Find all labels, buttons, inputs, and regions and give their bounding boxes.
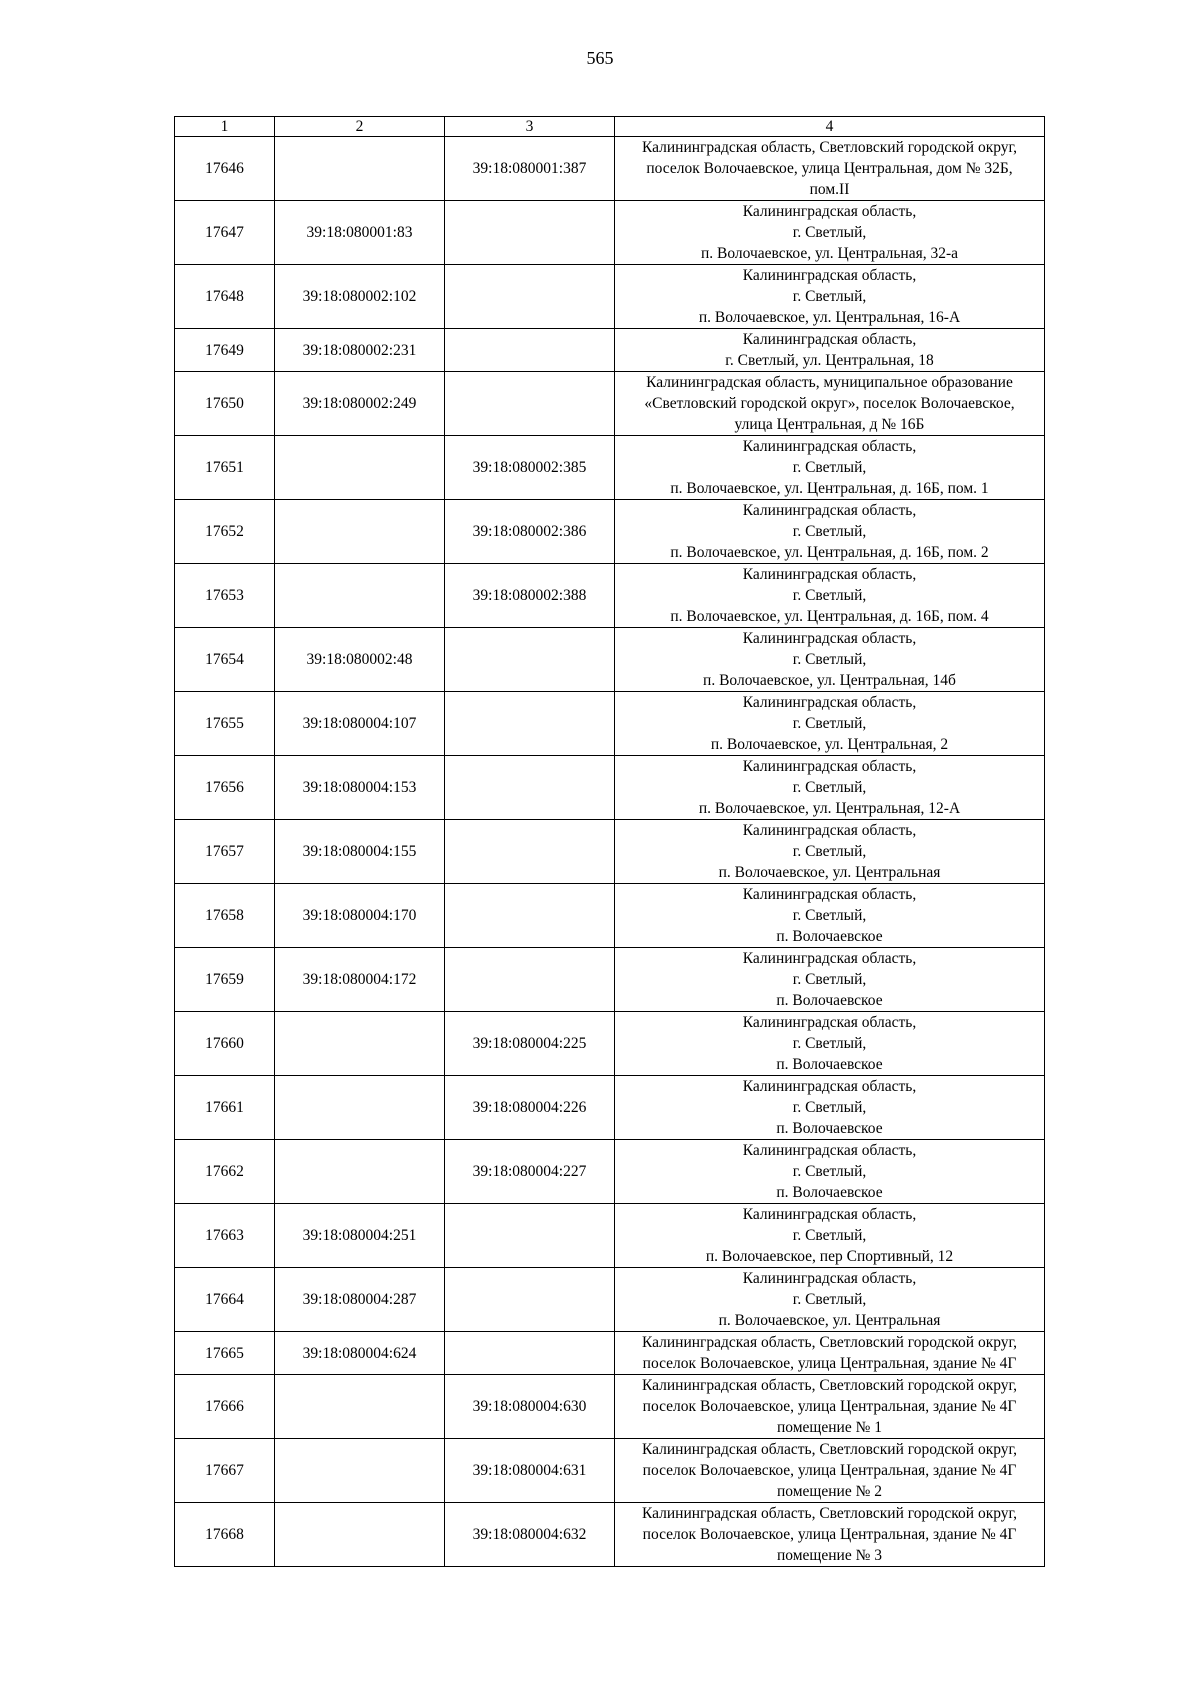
- row-number-cell: 17660: [175, 1012, 275, 1076]
- registry-table-body: [175, 117, 1045, 1567]
- premises-cadastral-number-cell: [445, 1332, 615, 1375]
- address-cell: [615, 329, 1045, 372]
- address-cell: [615, 1268, 1045, 1332]
- premises-cadastral-number-cell: [445, 692, 615, 756]
- address-line: г. Светлый,: [792, 523, 867, 540]
- address-line: помещение № 2: [776, 1483, 882, 1500]
- address-line: п. Волочаевское, ул. Центральная, 2: [710, 736, 949, 753]
- cadastral-number-cell: [275, 1140, 445, 1204]
- cadastral-number-cell: 39:18:080004:107: [275, 692, 445, 756]
- table-row: [175, 564, 1045, 628]
- address-cell: [615, 1503, 1045, 1567]
- premises-cadastral-number-cell: [445, 201, 615, 265]
- address-line: п. Волочаевское, пер Спортивный, 12: [705, 1248, 954, 1265]
- address-cell: [615, 137, 1045, 201]
- address-line: Калининградская область,: [742, 1078, 917, 1095]
- premises-cadastral-number-cell: 39:18:080004:630: [445, 1375, 615, 1439]
- address-line: «Светловский городской округ», поселок Волочаевское,: [644, 395, 1015, 412]
- table-row: [175, 372, 1045, 436]
- cadastral-number-cell: 39:18:080004:172: [275, 948, 445, 1012]
- table-row: [175, 756, 1045, 820]
- cadastral-number-cell: 39:18:080004:170: [275, 884, 445, 948]
- address-cell: [615, 820, 1045, 884]
- address-line: Калининградская область,: [742, 886, 917, 903]
- table-row: [175, 1503, 1045, 1567]
- address-line: Калининградская область, муниципальное образование: [646, 374, 1013, 391]
- address-line: Калининградская область,: [742, 694, 917, 711]
- row-number-cell: 17662: [175, 1140, 275, 1204]
- address-line: поселок Волочаевское, улица Центральная, здание № 4Г: [642, 1526, 1017, 1543]
- table-row: [175, 1012, 1045, 1076]
- row-number-cell: 17650: [175, 372, 275, 436]
- address-line: г. Светлый,: [792, 971, 867, 988]
- cadastral-number-cell: [275, 137, 445, 201]
- address-line: п. Волочаевское, ул. Центральная, д. 16Б, пом. 2: [670, 544, 989, 561]
- address-line: п. Волочаевское: [776, 992, 883, 1009]
- table-row: [175, 265, 1045, 329]
- cadastral-number-cell: [275, 1375, 445, 1439]
- cadastral-number-cell: [275, 1503, 445, 1567]
- address-cell: [615, 372, 1045, 436]
- table-row: [175, 137, 1045, 201]
- address-line: Калининградская область,: [742, 267, 917, 284]
- address-line: помещение № 3: [776, 1547, 882, 1564]
- premises-cadastral-number-cell: [445, 1268, 615, 1332]
- address-cell: [615, 756, 1045, 820]
- cadastral-number-cell: [275, 500, 445, 564]
- row-number-cell: 17646: [175, 137, 275, 201]
- table-row: [175, 948, 1045, 1012]
- premises-cadastral-number-cell: [445, 948, 615, 1012]
- table-row: [175, 692, 1045, 756]
- table-row: [175, 1375, 1045, 1439]
- cadastral-number-cell: [275, 1012, 445, 1076]
- premises-cadastral-number-cell: 39:18:080002:388: [445, 564, 615, 628]
- page-number: 565: [586, 48, 614, 68]
- address-line: поселок Волочаевское, улица Центральная, дом № 32Б,: [646, 160, 1013, 177]
- premises-cadastral-number-cell: 39:18:080001:387: [445, 137, 615, 201]
- table-row: [175, 201, 1045, 265]
- row-number-cell: 17668: [175, 1503, 275, 1567]
- column-header-row: [175, 117, 1045, 137]
- address-line: поселок Волочаевское, улица Центральная, здание № 4Г: [642, 1398, 1017, 1415]
- row-number-cell: 17648: [175, 265, 275, 329]
- address-line: г. Светлый,: [792, 1291, 867, 1308]
- address-line: п. Волочаевское: [776, 928, 883, 945]
- premises-cadastral-number-cell: [445, 1204, 615, 1268]
- address-line: пом.II: [809, 181, 850, 198]
- address-line: Калининградская область,: [742, 950, 917, 967]
- address-line: поселок Волочаевское, улица Центральная, здание № 4Г: [642, 1355, 1017, 1372]
- address-line: г. Светлый,: [792, 1227, 867, 1244]
- address-line: Калининградская область, Светловский городской округ,: [641, 1441, 1018, 1458]
- address-cell: [615, 692, 1045, 756]
- address-line: г. Светлый,: [792, 651, 867, 668]
- table-row: [175, 1332, 1045, 1375]
- address-cell: [615, 201, 1045, 265]
- cadastral-number-cell: 39:18:080002:231: [275, 329, 445, 372]
- premises-cadastral-number-cell: 39:18:080004:226: [445, 1076, 615, 1140]
- address-cell: [615, 564, 1045, 628]
- cadastral-number-cell: 39:18:080002:48: [275, 628, 445, 692]
- table-row: [175, 1204, 1045, 1268]
- address-cell: [615, 628, 1045, 692]
- cadastral-number-cell: 39:18:080004:624: [275, 1332, 445, 1375]
- address-line: Калининградская область,: [742, 1270, 917, 1287]
- address-line: п. Волочаевское, ул. Центральная, 14б: [703, 672, 956, 689]
- address-line: Калининградская область, Светловский городской округ,: [641, 1334, 1018, 1351]
- address-line: п. Волочаевское, ул. Центральная: [718, 1312, 941, 1329]
- address-line: поселок Волочаевское, улица Центральная, здание № 4Г: [642, 1462, 1017, 1479]
- address-line: улица Центральная, д № 16Б: [734, 416, 925, 433]
- cadastral-number-cell: [275, 564, 445, 628]
- table-row: [175, 329, 1045, 372]
- premises-cadastral-number-cell: 39:18:080002:386: [445, 500, 615, 564]
- address-line: г. Светлый,: [792, 1099, 867, 1116]
- table-row: [175, 500, 1045, 564]
- address-cell: [615, 1375, 1045, 1439]
- address-line: г. Светлый,: [792, 715, 867, 732]
- cadastral-number-cell: 39:18:080004:155: [275, 820, 445, 884]
- address-line: Калининградская область,: [742, 1142, 917, 1159]
- address-cell: [615, 500, 1045, 564]
- row-number-cell: 17666: [175, 1375, 275, 1439]
- table-row: [175, 436, 1045, 500]
- address-line: п. Волочаевское, ул. Центральная, д. 16Б, пом. 1: [670, 480, 989, 497]
- column-header-4: 4: [615, 117, 1045, 137]
- address-cell: [615, 265, 1045, 329]
- cadastral-number-cell: [275, 436, 445, 500]
- premises-cadastral-number-cell: [445, 265, 615, 329]
- address-line: п. Волочаевское, ул. Центральная, 32-а: [700, 245, 959, 262]
- address-line: п. Волочаевское: [776, 1056, 883, 1073]
- address-cell: [615, 1439, 1045, 1503]
- row-number-cell: 17653: [175, 564, 275, 628]
- address-line: г. Светлый,: [792, 779, 867, 796]
- table-row: [175, 1268, 1045, 1332]
- address-line: г. Светлый,: [792, 587, 867, 604]
- cadastral-number-cell: 39:18:080004:153: [275, 756, 445, 820]
- premises-cadastral-number-cell: [445, 820, 615, 884]
- address-line: Калининградская область, Светловский городской округ,: [641, 1505, 1018, 1522]
- premises-cadastral-number-cell: 39:18:080004:631: [445, 1439, 615, 1503]
- premises-cadastral-number-cell: 39:18:080002:385: [445, 436, 615, 500]
- row-number-cell: 17655: [175, 692, 275, 756]
- column-header-2: 2: [275, 117, 445, 137]
- address-cell: [615, 948, 1045, 1012]
- cadastral-number-cell: 39:18:080004:251: [275, 1204, 445, 1268]
- row-number-cell: 17657: [175, 820, 275, 884]
- cadastral-number-cell: 39:18:080002:249: [275, 372, 445, 436]
- table-row: [175, 628, 1045, 692]
- address-line: п. Волочаевское, ул. Центральная, 12-А: [698, 800, 961, 817]
- table-row: [175, 820, 1045, 884]
- premises-cadastral-number-cell: [445, 329, 615, 372]
- address-line: г. Светлый,: [792, 1163, 867, 1180]
- cadastral-number-cell: 39:18:080004:287: [275, 1268, 445, 1332]
- registry-table: [174, 116, 1045, 1567]
- table-row: [175, 1140, 1045, 1204]
- address-line: помещение № 1: [776, 1419, 882, 1436]
- address-line: г. Светлый,: [792, 843, 867, 860]
- row-number-cell: 17654: [175, 628, 275, 692]
- address-cell: [615, 884, 1045, 948]
- address-line: Калининградская область, Светловский городской округ,: [641, 139, 1018, 156]
- address-line: г. Светлый,: [792, 459, 867, 476]
- row-number-cell: 17651: [175, 436, 275, 500]
- premises-cadastral-number-cell: 39:18:080004:227: [445, 1140, 615, 1204]
- address-line: п. Волочаевское: [776, 1184, 883, 1201]
- cadastral-number-cell: 39:18:080001:83: [275, 201, 445, 265]
- address-cell: [615, 1140, 1045, 1204]
- column-header-3: 3: [445, 117, 615, 137]
- row-number-cell: 17649: [175, 329, 275, 372]
- row-number-cell: 17665: [175, 1332, 275, 1375]
- row-number-cell: 17647: [175, 201, 275, 265]
- address-line: г. Светлый,: [792, 1035, 867, 1052]
- address-line: Калининградская область,: [742, 502, 917, 519]
- address-line: Калининградская область,: [742, 822, 917, 839]
- address-line: г. Светлый, ул. Центральная, 18: [725, 352, 934, 369]
- table-row: [175, 884, 1045, 948]
- row-number-cell: 17667: [175, 1439, 275, 1503]
- row-number-cell: 17664: [175, 1268, 275, 1332]
- cadastral-number-cell: [275, 1439, 445, 1503]
- row-number-cell: 17661: [175, 1076, 275, 1140]
- premises-cadastral-number-cell: [445, 372, 615, 436]
- address-line: г. Светлый,: [792, 288, 867, 305]
- row-number-cell: 17659: [175, 948, 275, 1012]
- address-cell: [615, 1012, 1045, 1076]
- address-line: Калининградская область,: [742, 1014, 917, 1031]
- premises-cadastral-number-cell: [445, 628, 615, 692]
- row-number-cell: 17663: [175, 1204, 275, 1268]
- address-line: г. Светлый,: [792, 224, 867, 241]
- row-number-cell: 17652: [175, 500, 275, 564]
- address-line: Калининградская область,: [742, 331, 917, 348]
- address-line: п. Волочаевское, ул. Центральная, д. 16Б, пом. 4: [670, 608, 989, 625]
- address-line: г. Светлый,: [792, 907, 867, 924]
- premises-cadastral-number-cell: 39:18:080004:225: [445, 1012, 615, 1076]
- address-line: Калининградская область,: [742, 438, 917, 455]
- address-cell: [615, 1076, 1045, 1140]
- address-cell: [615, 1332, 1045, 1375]
- address-line: Калининградская область,: [742, 758, 917, 775]
- address-line: п. Волочаевское: [776, 1120, 883, 1137]
- premises-cadastral-number-cell: [445, 884, 615, 948]
- address-line: Калининградская область,: [742, 630, 917, 647]
- row-number-cell: 17658: [175, 884, 275, 948]
- table-row: [175, 1076, 1045, 1140]
- address-line: п. Волочаевское, ул. Центральная, 16-А: [698, 309, 961, 326]
- address-line: Калининградская область,: [742, 203, 917, 220]
- address-cell: [615, 1204, 1045, 1268]
- address-line: Калининградская область,: [742, 566, 917, 583]
- address-line: Калининградская область,: [742, 1206, 917, 1223]
- row-number-cell: 17656: [175, 756, 275, 820]
- cadastral-number-cell: [275, 1076, 445, 1140]
- address-line: п. Волочаевское, ул. Центральная: [718, 864, 941, 881]
- premises-cadastral-number-cell: [445, 756, 615, 820]
- address-line: Калининградская область, Светловский городской округ,: [641, 1377, 1018, 1394]
- address-cell: [615, 436, 1045, 500]
- table-row: [175, 1439, 1045, 1503]
- cadastral-number-cell: 39:18:080002:102: [275, 265, 445, 329]
- column-header-1: 1: [175, 117, 275, 137]
- premises-cadastral-number-cell: 39:18:080004:632: [445, 1503, 615, 1567]
